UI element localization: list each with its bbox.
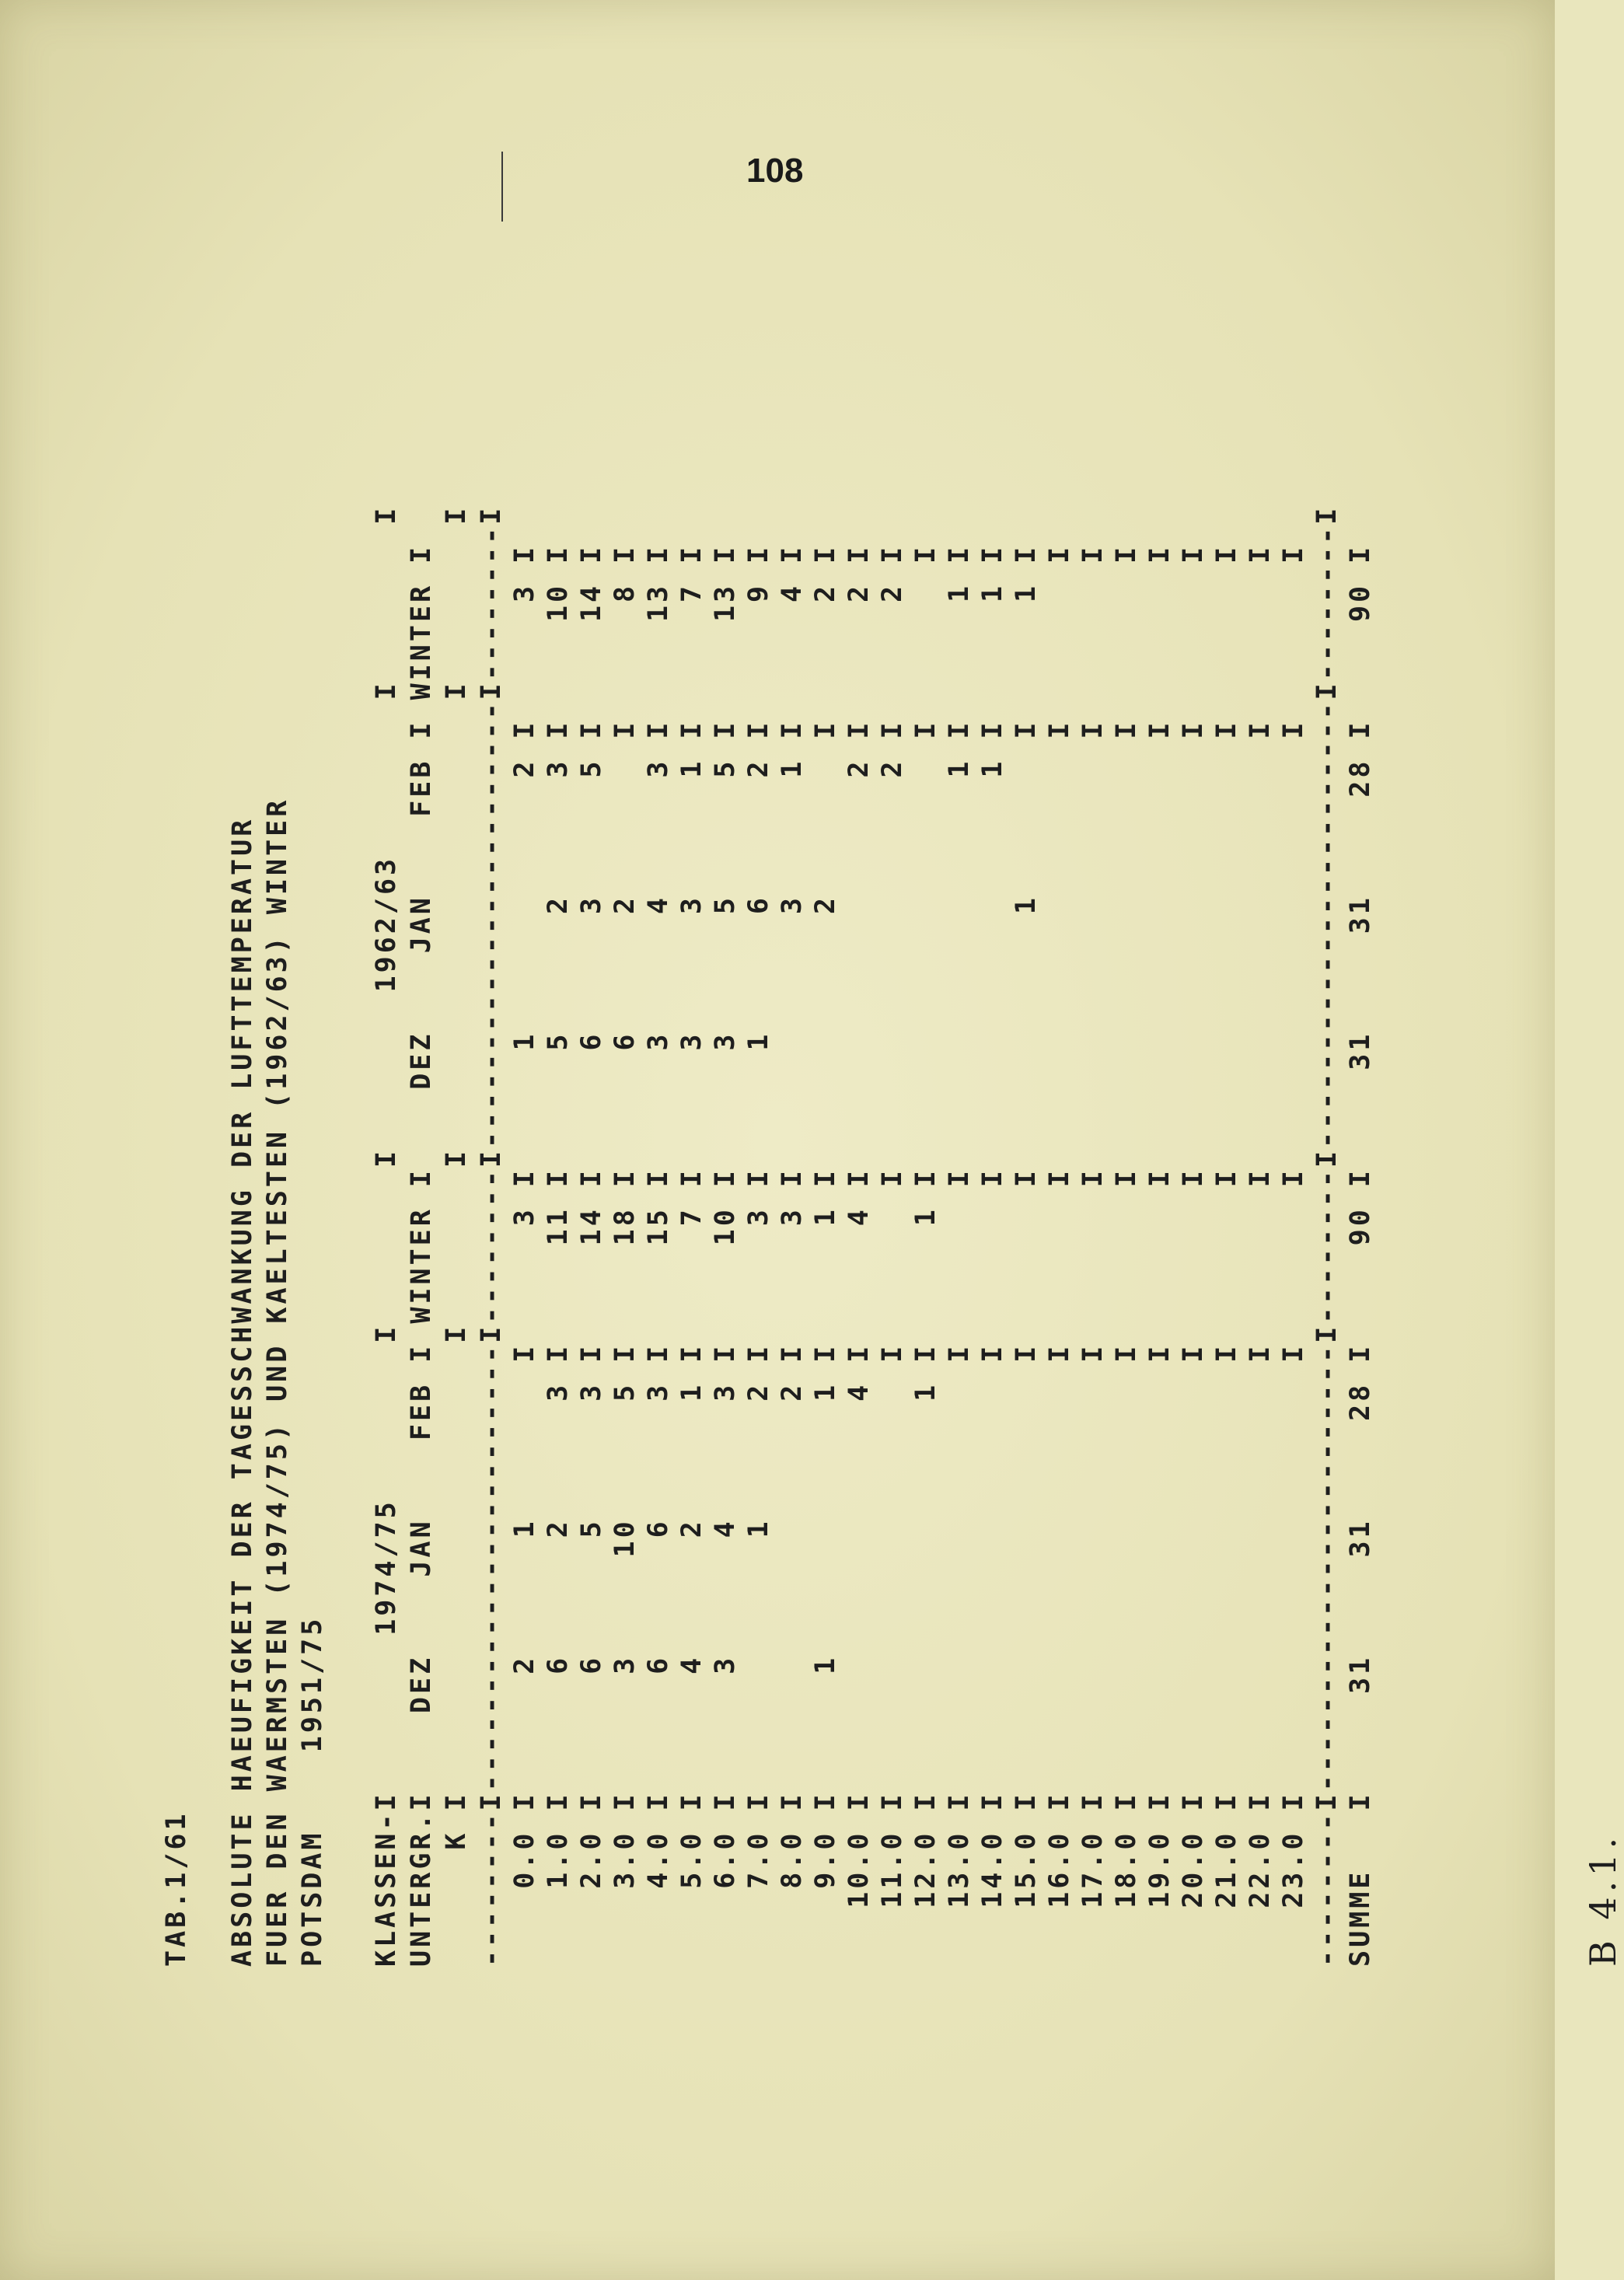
table-row: 12.0 I 1 I 1 I I I [910,543,941,1967]
header-row-1: KLASSEN-I 1974/75 I I 1962/63 I I [371,505,402,1967]
table-row: 10.0 I 4 I 4 I 2 I 2 I [843,543,875,1967]
table-row: 4.0 I 6 6 3 I 15 I 3 4 3 I 13 I [643,543,674,1967]
table-row: 15.0 I I I 1 I 1 I [1011,543,1042,1967]
table-row: 9.0 I 1 1 I 1 I 2 I 2 I [810,543,841,1967]
title-line-2: FUER DEN WAERMSTEN (1974/75) UND KAELTESTEN (1962/63) WINTER [262,797,293,1967]
title-line-3: POTSDAM 1951/75 [297,1615,328,1967]
rotated-printout [155,23,1624,1967]
table-row: 19.0 I I I I I [1144,543,1175,1967]
header-row-3: K I I I I I [441,505,472,1967]
table-row: 23.0 I I I I I [1278,543,1309,1967]
table-id: TAB.1/61 [161,1810,192,1967]
separator-line: --------I-----------------------I--------I-----------------------I--------I [476,505,507,1967]
table-row: 13.0 I I I 1 I 1 I [944,543,975,1967]
page-number: 108 [746,152,804,190]
table-row: 11.0 I I I 2 I 2 I [877,543,908,1967]
table-row: 6.0 I 3 4 3 I 10 I 3 5 5 I 13 I [710,543,741,1967]
separator-line: --------I-----------------------I--------I-----------------------I--------I [1311,505,1343,1967]
summe-row: SUMME I 31 31 28 I 90 I 31 31 28 I 90 I [1345,543,1376,1967]
table-row: 5.0 I 4 2 1 I 7 I 3 3 1 I 7 I [676,543,707,1967]
table-row: 20.0 I I I I I [1178,543,1209,1967]
table-row: 22.0 I I I I I [1245,543,1276,1967]
table-row: 17.0 I I I I I [1077,543,1109,1967]
table-row: 14.0 I I I 1 I 1 I [977,543,1008,1967]
reference-code: B 4.1. [1582,1832,1624,1967]
table-row: 3.0 I 3 10 5 I 18 I 6 2 I 8 I [609,543,641,1967]
header-row-2: UNTERGR.I DEZ JAN FEB I WINTER I DEZ JAN FEB I WINTER I [406,543,437,1967]
title-line-1: ABSOLUTE HAEUFIGKEIT DER TAGESSCHWANKUNG DER LUFTTEMPERATUR [227,816,258,1967]
table-row: 8.0 I 2 I 3 I 3 1 I 4 I [777,543,808,1967]
table-row: 18.0 I I I I I [1111,543,1142,1967]
table-row: 2.0 I 6 5 3 I 14 I 6 3 5 I 14 I [576,543,607,1967]
table-row: 0.0 I 2 1 I 3 I 1 2 I 3 I [509,543,540,1967]
table-row: 7.0 I 1 2 I 3 I 1 6 2 I 9 I [743,543,774,1967]
table-row: 21.0 I I I I I [1211,543,1242,1967]
table-row: 1.0 I 6 2 3 I 11 I 5 2 3 I 10 I [543,543,574,1967]
table-row: 16.0 I I I I I [1044,543,1075,1967]
